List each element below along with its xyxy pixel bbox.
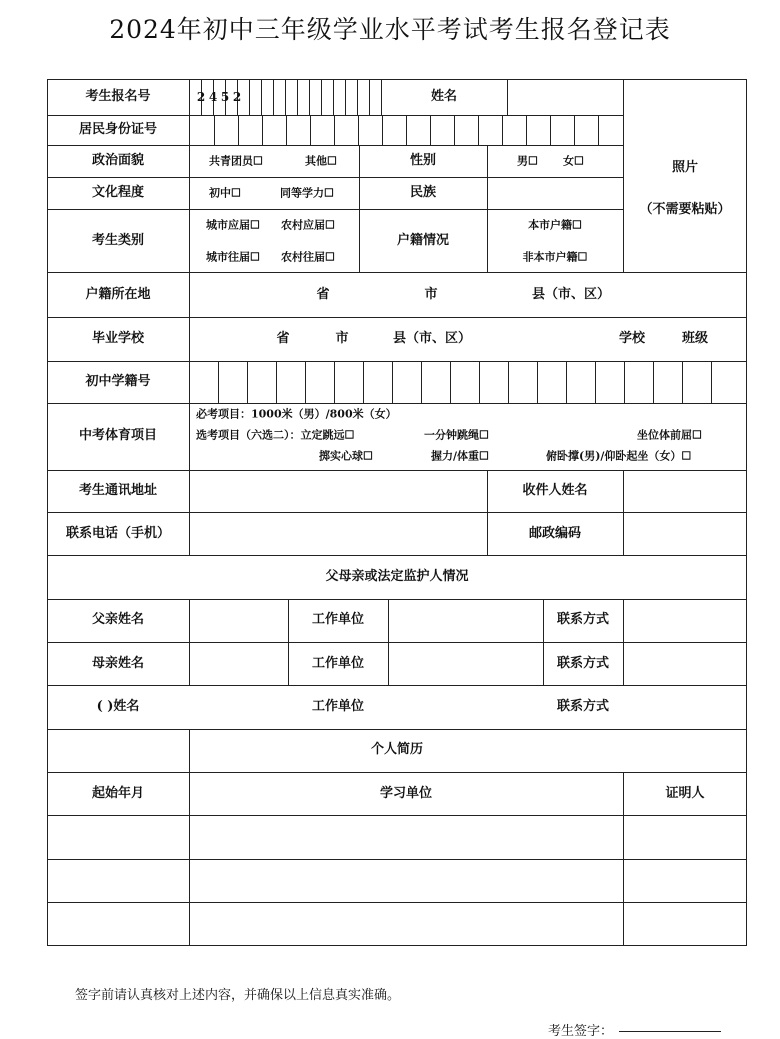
pe-option-ball[interactable]: 掷实心球☐ xyxy=(319,449,373,463)
father-work-unit-label: 工作单位 xyxy=(311,612,365,628)
registration-form-table xyxy=(47,79,747,946)
mother-work-unit-label: 工作单位 xyxy=(311,656,365,672)
category-option-rural-past[interactable]: 农村往届☐ xyxy=(281,250,335,264)
name-label: 姓名 xyxy=(430,89,458,105)
category-label: 考生类别 xyxy=(91,233,145,249)
education-label: 文化程度 xyxy=(91,185,145,201)
school-label: 毕业学校 xyxy=(91,331,145,347)
form-title: 2024年初中三年级学业水平考试考生报名登记表 xyxy=(109,15,671,44)
gender-option-male[interactable]: 男☐ xyxy=(517,154,538,168)
candidate-no-digit-3: 5 xyxy=(220,89,230,104)
pe-option-rope[interactable]: 一分钟跳绳☐ xyxy=(424,428,489,442)
guardian-section-header: 父母亲或法定监护人情况 xyxy=(325,569,469,585)
postcode-label: 邮政编码 xyxy=(528,526,582,542)
political-option-league[interactable]: 共青团员☐ xyxy=(209,154,263,168)
category-option-city-current[interactable]: 城市应届☐ xyxy=(206,218,260,232)
education-option-equivalent[interactable]: 同等学力☐ xyxy=(280,186,334,200)
signature-label: 考生签字： xyxy=(548,1024,614,1039)
pe-required: 必考项目：1000米（男）/800米（女） xyxy=(196,407,397,421)
pe-label: 中考体育项目 xyxy=(78,428,158,444)
school-city-unit: 市 xyxy=(335,331,349,347)
pe-option-sit-reach[interactable]: 坐位体前屈☐ xyxy=(637,428,702,442)
photo-note: （不需要粘贴） xyxy=(639,202,731,218)
school-province-unit: 省 xyxy=(276,331,290,347)
phone-label: 联系电话（手机） xyxy=(65,526,171,542)
other-guardian-contact-label: 联系方式 xyxy=(556,699,610,715)
hukou-location-label: 户籍所在地 xyxy=(85,287,151,303)
hukou-city-unit: 市 xyxy=(424,287,438,303)
category-option-rural-current[interactable]: 农村应届☐ xyxy=(281,218,335,232)
photo-label: 照片 xyxy=(671,160,699,176)
other-guardian-work-unit-label: 工作单位 xyxy=(311,699,365,715)
category-option-city-past[interactable]: 城市往届☐ xyxy=(206,250,260,264)
footer-note: 签字前请认真核对上述内容，并确保以上信息真实准确。 xyxy=(75,988,401,1003)
hukou-option-local[interactable]: 本市户籍☐ xyxy=(528,218,582,232)
ethnicity-label: 民族 xyxy=(409,185,437,201)
father-name-label: 父亲姓名 xyxy=(91,612,145,628)
hukou-province-unit: 省 xyxy=(316,287,330,303)
resume-study-unit-header: 学习单位 xyxy=(379,786,433,802)
school-unit: 学校 xyxy=(618,331,646,347)
resume-section-header: 个人简历 xyxy=(370,742,424,758)
recipient-label: 收件人姓名 xyxy=(522,483,588,499)
father-contact-label: 联系方式 xyxy=(556,612,610,628)
political-label: 政治面貌 xyxy=(91,153,145,169)
gender-option-female[interactable]: 女☐ xyxy=(563,154,584,168)
hukou-label: 户籍情况 xyxy=(396,233,450,249)
education-option-junior[interactable]: 初中☐ xyxy=(209,186,241,200)
hukou-option-nonlocal[interactable]: 非本市户籍☐ xyxy=(522,250,588,264)
address-label: 考生通讯地址 xyxy=(78,483,158,499)
id-no-label: 居民身份证号 xyxy=(78,122,158,138)
candidate-no-digit-4: 2 xyxy=(232,89,242,104)
signature-line[interactable] xyxy=(619,1031,721,1032)
candidate-no-digit-1: 2 xyxy=(196,89,206,104)
political-option-other[interactable]: 其他☐ xyxy=(305,154,337,168)
candidate-no-digit-2: 4 xyxy=(208,89,218,104)
resume-start-date-header: 起始年月 xyxy=(91,786,145,802)
hukou-county-unit: 县（市、区） xyxy=(531,287,611,303)
pe-option-grip[interactable]: 握力/体重☐ xyxy=(431,449,489,463)
mother-name-label: 母亲姓名 xyxy=(91,656,145,672)
candidate-no-label: 考生报名号 xyxy=(85,89,151,105)
mother-contact-label: 联系方式 xyxy=(556,656,610,672)
gender-label: 性别 xyxy=(409,153,437,169)
student-no-label: 初中学籍号 xyxy=(85,374,151,390)
pe-option-pushup[interactable]: 俯卧撑(男)/仰卧起坐（女）☐ xyxy=(546,449,692,463)
school-county-unit: 县（市、区） xyxy=(392,331,472,347)
other-guardian-name-label: ( )姓名 xyxy=(96,699,140,715)
pe-optional[interactable]: 选考项目（六选二）：立定跳远☐ xyxy=(196,428,355,442)
class-unit: 班级 xyxy=(681,331,709,347)
resume-witness-header: 证明人 xyxy=(665,786,705,802)
